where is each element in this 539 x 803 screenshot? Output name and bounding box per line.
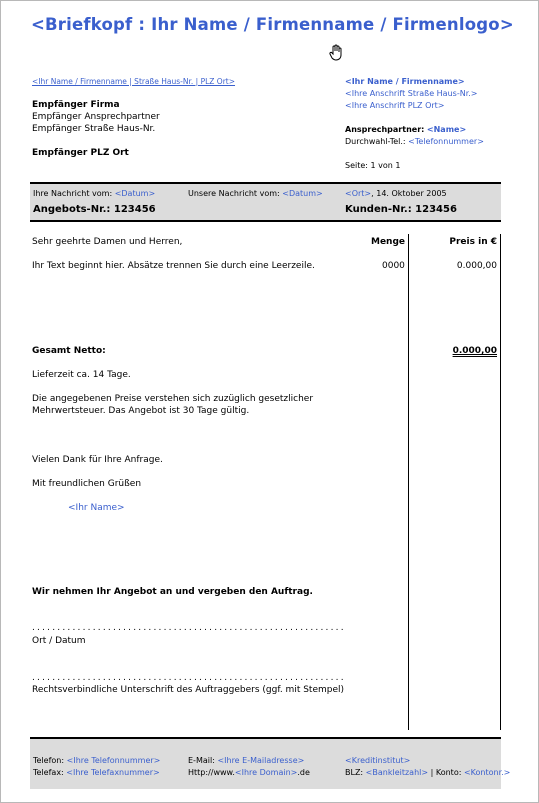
total-net-label: Gesamt Netto: — [32, 346, 106, 356]
salutation: Sehr geehrte Damen und Herren, — [32, 237, 183, 247]
thanks-line: Vielen Dank für Ihre Anfrage. — [32, 455, 163, 465]
phone-value: <Telefonnummer> — [408, 137, 484, 146]
hand-cursor-icon — [327, 44, 345, 62]
terms-line-1: Die angegebenen Preise verstehen sich zuzüglich gesetzlicher — [32, 394, 314, 404]
footer-fax-label: Telefax: — [33, 768, 64, 777]
closing-line: Mit freundlichen Grüßen — [32, 479, 142, 489]
quantity-header: Menge — [371, 237, 406, 247]
place-field: <Ort> — [345, 189, 372, 198]
recipient-street: Empfänger Straße Haus-Nr. — [32, 124, 156, 134]
place-date-dotted-line: .............................................................. — [32, 623, 346, 633]
page-number: Seite: 1 von 1 — [345, 161, 401, 170]
signature-dotted-line: .............................................................. — [32, 673, 346, 683]
your-message-date: <Datum> — [114, 189, 156, 198]
your-message-label: Ihre Nachricht vom: — [33, 189, 113, 198]
total-net-value: 0.000,00 — [452, 346, 497, 356]
delivery-time: Lieferzeit ca. 14 Tage. — [32, 370, 131, 380]
price-header: Preis in € — [449, 237, 497, 247]
recipient-city: Empfänger PLZ Ort — [32, 148, 129, 158]
our-message-date: <Datum> — [282, 189, 323, 198]
our-message-label: Unsere Nachricht vom: — [188, 189, 280, 198]
price-value: 0.000,00 — [456, 261, 497, 271]
sender-address-city: <Ihre Anschrift PLZ Ort> — [345, 101, 445, 110]
footer-web-domain: <Ihre Domain> — [234, 768, 298, 777]
contact-value: <Name> — [426, 125, 467, 134]
phone-label: Durchwahl-Tel.: — [345, 137, 406, 146]
sender-address-street: <Ihre Anschrift Straße Haus-Nr.> — [345, 89, 478, 98]
reference-bottom-rule — [30, 220, 501, 222]
quantity-value: 0000 — [382, 261, 405, 271]
letter-date: , 14. Oktober 2005 — [371, 189, 447, 198]
footer-konto-value: <Kontonr.> — [463, 768, 511, 777]
acceptance-statement: Wir nehmen Ihr Angebot an und vergeben den Auftrag. — [32, 587, 313, 597]
footer-konto-label: | Konto: — [430, 768, 462, 777]
signature-name: <Ihr Name> — [68, 503, 125, 513]
footer-web-prefix: Http://www. — [188, 768, 235, 777]
footer-email-value: <Ihre E-Mailadresse> — [217, 756, 305, 765]
terms-line-2: Mehrwertsteuer. Das Angebot ist 30 Tage gültig. — [32, 406, 250, 416]
sender-return-line[interactable]: <Ihr Name / Firmenname | Straße Haus-Nr. | PLZ Ort> — [32, 77, 236, 86]
place-date-label: Ort / Datum — [32, 636, 86, 646]
footer-web-suffix: .de — [297, 768, 310, 777]
footer-blz-value: <Bankleitzahl> — [365, 768, 429, 777]
footer-tel-value: <Ihre Telefonnummer> — [66, 756, 161, 765]
footer-fax-value: <Ihre Telefaxnummer> — [66, 768, 160, 777]
price-column-divider — [500, 234, 501, 730]
offer-number: Angebots-Nr.: 123456 — [33, 204, 156, 215]
footer-blz-label: BLZ: — [345, 768, 364, 777]
footer-bank: <Kreditinstitut> — [345, 756, 411, 765]
footer-email-label: E-Mail: — [188, 756, 215, 765]
letterhead-title: <Briefkopf : Ihr Name / Firmenname / Firmenlogo> — [31, 15, 514, 34]
footer-tel-label: Telefon: — [33, 756, 65, 765]
legal-signature-label: Rechtsverbindliche Unterschrift des Auftraggebers (ggf. mit Stempel) — [32, 685, 345, 695]
body-text: Ihr Text beginnt hier. Absätze trennen Sie durch eine Leerzeile. — [32, 261, 315, 271]
sender-name: <Ihr Name / Firmenname> — [345, 77, 465, 86]
recipient-company: Empfänger Firma — [32, 100, 120, 110]
customer-number: Kunden-Nr.: 123456 — [345, 204, 457, 215]
quantity-column-divider — [408, 234, 409, 730]
contact-label: Ansprechpartner: — [345, 125, 425, 134]
recipient-contact: Empfänger Ansprechpartner — [32, 112, 160, 122]
